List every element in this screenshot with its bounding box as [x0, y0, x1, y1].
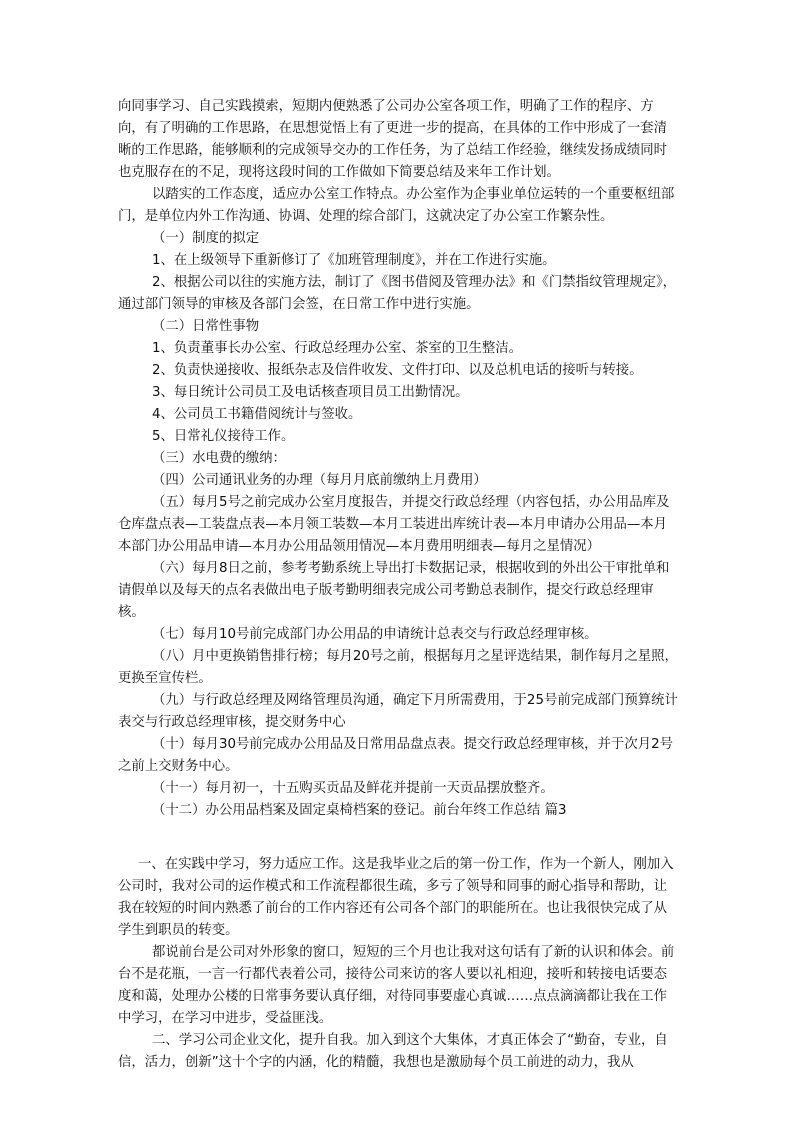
list-item: （十一）每月初一，十五购买贡品及鲜花并提前一天贡品摆放整齐。	[152, 781, 554, 796]
paragraph-section-one: 一、在实践中学习，努力适应工作。这是我毕业之后的第一份工作，作为一个新人，刚加入公司时，我对公司的运作模式和工作流程都很生疏，多亏了领导和同事的耐心指导和帮助，让我在较短的时间内熟悉了前台的工作内容还有公司各个部门的职能所在。也让我很快完成了从学生到职员的转变。	[118, 857, 674, 938]
list-item: （三）水电费的缴纳：	[152, 451, 286, 466]
list-item: 2、根据公司以往的实施方法，制订了《图书借阅及管理办法》和《门禁指纹管理规定》，通过部门领导的审核及各部门会签，在日常工作中进行实施。	[118, 275, 677, 312]
list-item: （四）公司通讯业务的办理（每月月底前缴纳上月费用）	[152, 473, 487, 488]
list-item: （六）每月8日之前，参考考勤系统上导出打卡数据记录，根据收到的外出公干审批单和请假单以及每天的点名表做出电子版考勤明细表完成公司考勤总表制作，提交行政总经理审核。	[118, 561, 670, 620]
list-item: （五）每月5号之前完成办公室月度报告，并提交行政总经理（内容包括，办公用品库及仓库盘点表—工装盘点表—本月领工装数—本月工装进出库统计表—本月申请办公用品—本月本部门办公用品申请—本月办公用品领用情况—本月费用明细表—每月之星情况）	[118, 495, 670, 554]
list-item: 1、在上级领导下重新修订了《加班管理制度》，并在工作进行实施。	[152, 253, 556, 268]
paragraph-work-attitude: 以踏实的工作态度，适应办公室工作特点。办公室作为企事业单位运转的一个重要枢纽部门，是单位内外工作沟通、协调、处理的综合部门，这就决定了办公室工作繁杂性。	[118, 187, 675, 224]
paragraph-front-desk-window: 都说前台是公司对外形象的窗口，短短的三个月也让我对这句话有了新的认识和体会。前台不是花瓶，一言一行都代表着公司，接待公司来访的客人要以礼相迎，接听和转接电话要态度和蔼，处理办公楼的日常事务要认真仔细，对待同事要虚心真诚……点点滴滴都让我在工作中学习，在学习中进步，受益匪浅。	[118, 945, 675, 1026]
list-item: （十二）办公用品档案及固定桌椅档案的登记。前台年终工作总结 篇3	[152, 803, 567, 818]
list-item: 4、公司员工书籍借阅统计与签收。	[152, 407, 362, 422]
list-item: （九）与行政总经理及网络管理员沟通，确定下月所需费用，于25号前完成部门预算统计表交与行政总经理审核，提交财务中心	[118, 693, 678, 730]
list-item: （八）月中更换销售排行榜；每月20号之前，根据每月之星评选结果，制作每月之星照，更换至宣传栏。	[118, 649, 678, 686]
list-item: （七）每月10号前完成部门办公用品的申请统计总表交与行政总经理审核。	[152, 627, 598, 642]
list-item: 1、负责董事长办公室、行政总经理办公室、茶室的卫生整洁。	[152, 341, 523, 356]
list-item: 2、负责快递接收、报纸杂志及信件收发、文件打印、以及总机电话的接听与转接。	[152, 363, 643, 378]
heading-system-drafting: （一）制度的拟定	[152, 231, 260, 246]
list-item: 3、每日统计公司员工及电话核查项目员工出勤情况。	[152, 385, 469, 400]
list-item: （十）每月30号前完成办公用品及日常用品盘点表。提交行政总经理审核，并于次月2号之前上交财务中心。	[118, 737, 674, 774]
paragraph-section-two: 二、学习公司企业文化，提升自我。加入到这个大集体，才真正体会了“勤奋，专业，自信，活力，创新”这十个字的内涵，化的精髓，我想也是激励每个员工前进的动力，我从	[118, 1033, 668, 1070]
list-item: 5、日常礼仪接待工作。	[152, 429, 295, 444]
heading-daily-affairs: （二）日常性事物	[152, 319, 260, 334]
paragraph-intro: 向同事学习、自己实践摸索，短期内便熟悉了公司办公室各项工作，明确了工作的程序、方向，有了明确的工作思路，在思想觉悟上有了更进一步的提高，在具体的工作中形成了一套清晰的工作思路，能够顺利的完成领导交办的工作任务，为了总结工作经验，继续发扬成绩同时也克服存在的不足，现将这段时间的工作做如下简要总结及来年工作计划。	[118, 99, 668, 180]
